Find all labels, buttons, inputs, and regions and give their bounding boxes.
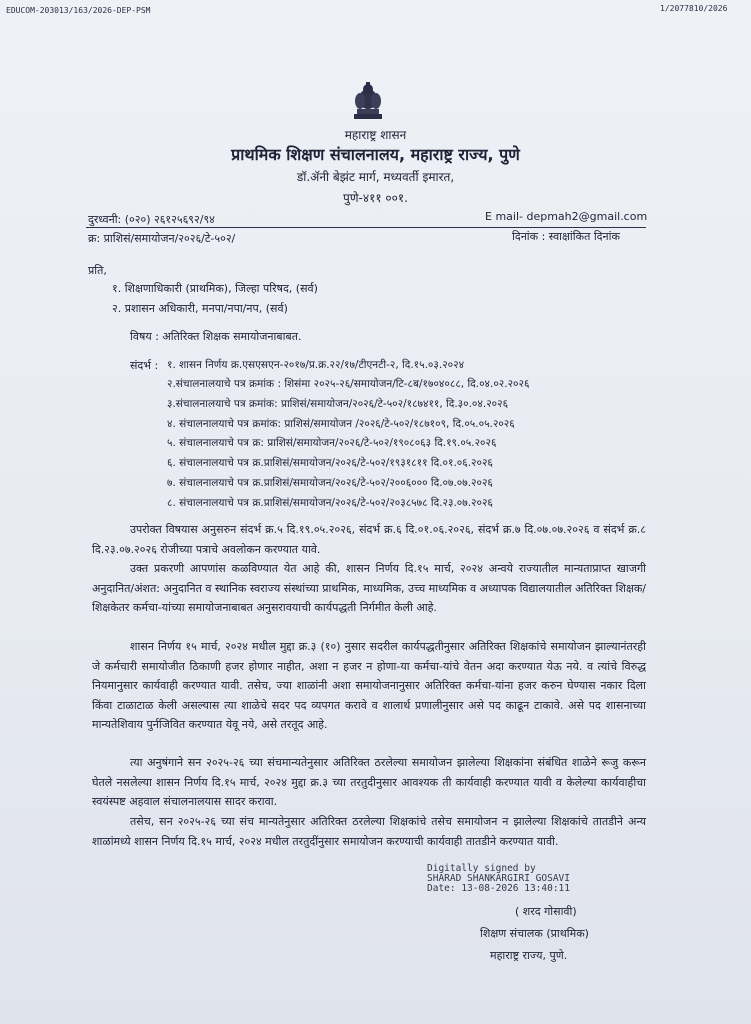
reference-item: ८. संचालनालयाचे पत्र क्र.प्राशिसं/समायोजन/२०२६/टे-५०२/२०३८५७८ दि.२३.०७.२०२६ bbox=[167, 497, 493, 509]
date-line: दिनांक : स्वाक्षांकित दिनांक bbox=[512, 230, 620, 243]
recipient-item: २. प्रशासन अधिकारी, मनपा/नपा/नप, (सर्व) bbox=[112, 302, 288, 315]
reference-item: २.संचालनालयाचे पत्र क्रमांक : शिसंमा २०२५-२६/समायोजन/टि-८ब/१७०४०८८, दि.०४.०२.२०२६ bbox=[167, 378, 530, 390]
reference-item: ३.संचालनालयाचे पत्र क्रमांक: प्राशिसं/समायोजन/२०२६/टे-५०२/१८७४११, दि.३०.०४.२०२६ bbox=[167, 398, 509, 410]
header-address-line2: पुणे-४११ ००१. bbox=[343, 191, 408, 205]
reference-item: ६. संचालनालयाचे पत्र क्र.प्राशिसं/समायोजन/२०२६/टे-५०२/१९३१८११ दि.०१.०६.२०२६ bbox=[167, 457, 493, 469]
recipient-item: १. शिक्षणाधिकारी (प्राथमिक), जिल्हा परिषद, (सर्व) bbox=[112, 282, 318, 295]
subject-line: विषय : अतिरिक्त शिक्षक समायोजनाबाबत. bbox=[130, 330, 302, 343]
recipients-label: प्रति, bbox=[88, 264, 107, 277]
header-govt: महाराष्ट्र शासन bbox=[344, 128, 407, 142]
digital-signature-name: SHARAD SHANKARGIRI GOSAVI bbox=[427, 873, 570, 884]
document-code-right: 1/2077810/2026 bbox=[660, 4, 728, 13]
body-paragraph: शासन निर्णय १५ मार्च, २०२४ मधील मुद्दा क्र.३ (१०) नुसार सदरील कार्यपद्धतीनुसार अतिरिक्त शिक्षकांचे समायोजन झाल्यानंतरही जे कर्मचारी समायोजीत ठिकाणी हजर होणार नाहीत, अशा न हजर न होणा-या कर्मचा-यांचे वेतन अदा करण्यात येऊ नये. व त्यांचे विरुद्ध नियमानुसार कार्यवाही करण्यात यावी. तसेच, ज्या शाळांनी अशा समायोजनानुसार अतिरिक्त कर्मचा-यांना हजर करुन घेण्यास नकार दिला किंवा टाळाटाळ केली असल्यास त्या शाळेचे सदर पद व्यपगत करावे व शालार्थ प्रणालीनुसार असे पद काढून टाकावे. असे पद शासनाच्या मान्यतेशिवाय पुर्नजिवित करण्यात येवू नये, असे तरतूद आहे. bbox=[92, 640, 646, 731]
body-paragraph: त्या अनुषंगाने सन २०२५-२६ च्या संचमान्यतेनुसार अतिरिक्त ठरलेल्या समायोजन झालेल्या शिक्षकांना संबंधित शाळेने रूजु करून घेतले नसलेल्या शासन निर्णय दि.१५ मार्च, २०२४ मुद्दा क्र.३ च्या तरतुदीनुसार आवश्यक ती कार्यवाही करण्यात यावी व केलेल्या कार्यवाहीचा स्वयंस्पष्ट अहवाल संचालनालयास सादर करावा. bbox=[92, 756, 646, 808]
reference-item: १. शासन निर्णय क्र.एसएसएन-२०१७/प्र.क्र.२२/१७/टीएनटी-२, दि.१५.०३.२०२४ bbox=[167, 359, 465, 371]
header-office: प्राथमिक शिक्षण संचालनालय, महाराष्ट्र राज्य, पुणे bbox=[231, 145, 520, 164]
signatory-name: ( शरद गोसावी) bbox=[515, 905, 577, 918]
references-label: संदर्भ : bbox=[130, 359, 159, 372]
header-address-line1: डॉ.ॲनी बेझंट मार्ग, मध्यवर्ती इमारत, bbox=[296, 170, 455, 184]
digital-signature-date: Date: 13-08-2026 13:40:11 bbox=[427, 883, 570, 894]
digital-signature-line1: Digitally signed by bbox=[427, 863, 536, 874]
state-emblem-icon bbox=[348, 80, 388, 122]
body-paragraph: तसेच, सन २०२५-२६ च्या संच मान्यतेनुसार अतिरिक्त ठरलेल्या शिक्षकांचे तसेच समायोजन न झालेल्या शिक्षकांचे तातडीने अन्य शाळांमध्ये शासन निर्णय दि.१५ मार्च, २०२४ मधील तरतुदींनुसार समायोजन करण्याची कार्यवाही तातडीने करण्यात यावी. bbox=[92, 815, 646, 848]
signatory-title: शिक्षण संचालक (प्राथमिक) bbox=[480, 927, 589, 940]
body-paragraph: उपरोक्त विषयास अनुसरुन संदर्भ क्र.५ दि.१९.०५.२०२६, संदर्भ क्र.६ दि.०१.०६.२०२६, संदर्भ क्र.७ दि.०७.०७.२०२६ व संदर्भ क्र.८ दि.२३.०७.२०२६ रोजीच्या पत्राचे अवलोकन करण्यात यावे. bbox=[92, 523, 646, 556]
document-code-left: EDUCOM-203013/163/2026-DEP-PSM bbox=[6, 6, 151, 15]
email-address: E mail- depmah2@gmail.com bbox=[485, 210, 648, 223]
signatory-place: महाराष्ट्र राज्य, पुणे. bbox=[490, 949, 568, 962]
phone-number: दुरध्वनी: (०२०) २६१२५६९२/९४ bbox=[88, 213, 215, 226]
reference-item: ४. संचालनालयाचे पत्र क्रमांक: प्राशिसं/समायोजन /२०२६/टे-५०२/१८७१०९, दि.०५.०५.२०२६ bbox=[167, 418, 515, 430]
reference-item: ७. संचालनालयाचे पत्र क्र.प्राशिसं/समायोजन/२०२६/टे-५०२/२००६००० दि.०७.०७.२०२६ bbox=[167, 477, 493, 489]
reference-number: क्र: प्राशिसं/समायोजन/२०२६/टे-५०२/ bbox=[88, 232, 236, 245]
reference-item: ५. संचालनालयाचे पत्र क्र: प्राशिसं/समायोजन/२०२६/टे-५०२/१९०८०६३ दि.१९.०५.२०२६ bbox=[167, 437, 497, 449]
body-paragraph: उक्त प्रकरणी आपणांस कळविण्यात येत आहे की, शासन निर्णय दि.१५ मार्च, २०२४ अन्वये राज्यातील मान्यताप्राप्त खाजगी अनुदानित/अंशत: अनुदानित व स्थानिक स्वराज्य संस्थांच्या प्राथमिक, माध्यमिक, उच्च माध्यमिक व अध्यापक विद्यालयातील अतिरिक्त शिक्षक/शिक्षकेतर कर्मचा-यांच्या समायोजनाबाबत अनुसरावयाची कार्यपद्धती निर्गमीत केली आहे. bbox=[92, 562, 646, 614]
header-rule bbox=[86, 227, 646, 228]
